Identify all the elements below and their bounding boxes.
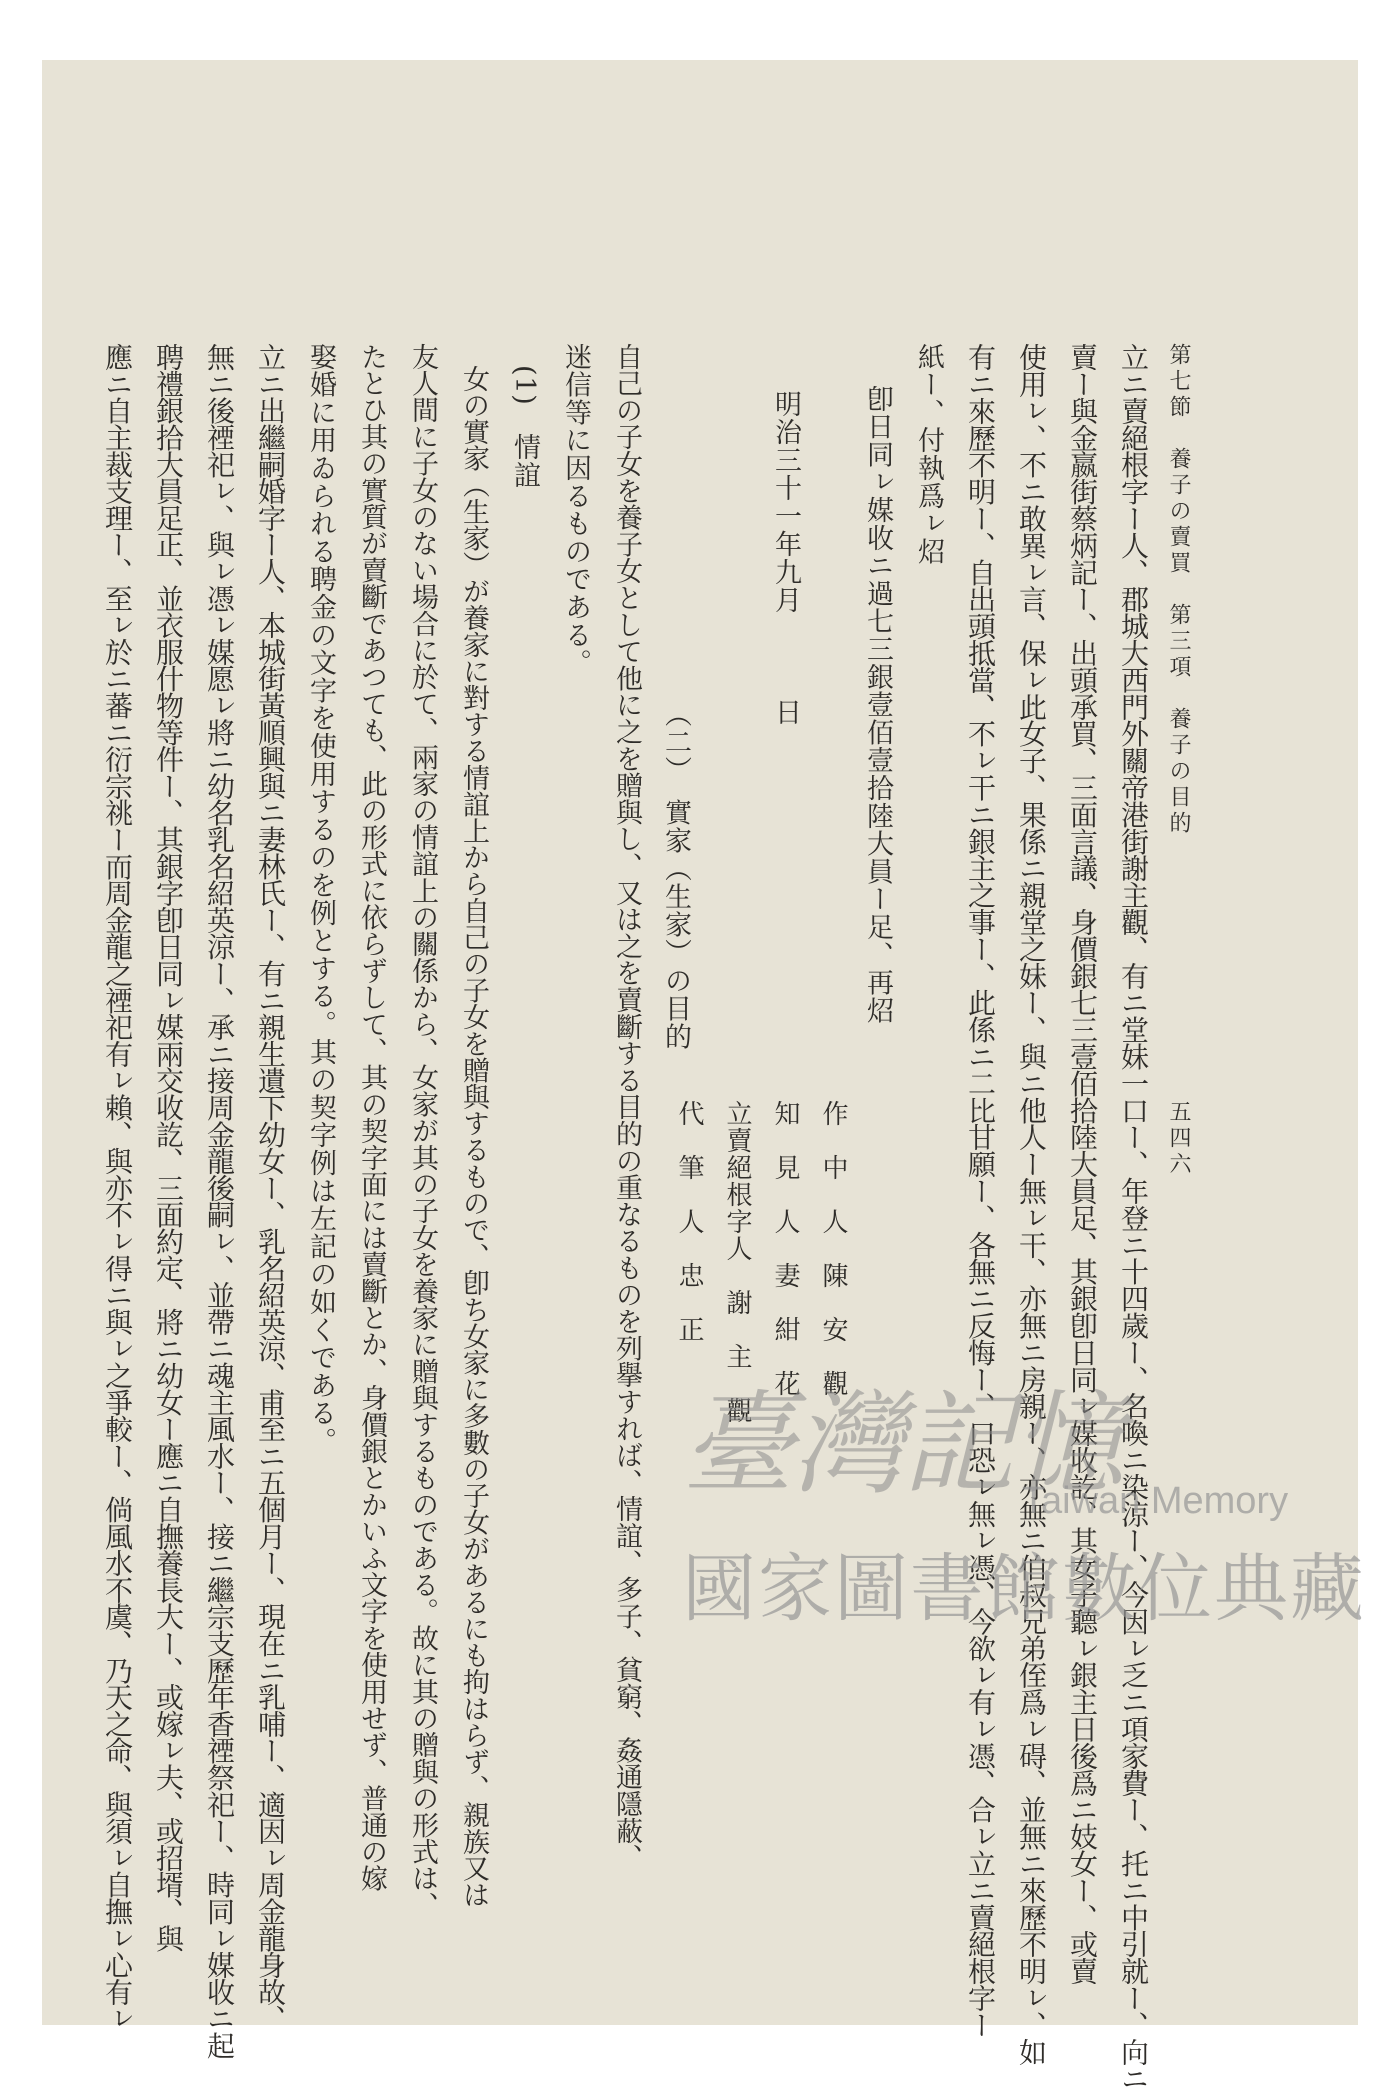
text-line: 使用ㇾ、不ニ敢異ㇾ言、保ㇾ此女子、果係ニ親堂之妹ー、與ニ他人ー無ㇾ干、亦無ニ房親ー、亦無ニ伯叔兄弟侄爲ㇾ碍、並無ニ來歷不明ㇾ、如 <box>1015 343 1048 2065</box>
text-line: 有ニ來歷不明ー、自出頭抵當、不ㇾ干ニ銀主之事ー、此係ニ二比甘願ー、各無ニ反悔ー、口恐ㇾ無ㇾ憑、今欲ㇾ有ㇾ憑、合ㇾ立ニ賣絕根字ー <box>964 343 997 2038</box>
text-line: 聘禮銀拾大員足正、並衣服什物等件ー、其銀字卽日同ㇾ媒兩交收訖、三面約定、將ニ幼女ー應ニ自撫養長大ー、或嫁ㇾ夫、或招壻、與 <box>152 343 185 1952</box>
watermark-calligraphy: 臺灣記憶 <box>682 1380 1122 1510</box>
text-line: 女の實家（生家）が養家に對する情誼上から自己の子女を贈與するもので、卽ち女家に多數の子女があるにも拘はらず、親族又は <box>458 365 489 1908</box>
watermark-library: 國家圖書館數位典藏 <box>682 1546 1366 1632</box>
text-line: 娶婚に用ゐられる聘金の文字を使用するのを例とする。其の契字例は左記の如くである。 <box>305 343 336 1455</box>
text-line: 無ニ後禋祀ㇾ、與ㇾ憑ㇾ媒愿ㇾ將ニ幼名乳名紹英涼ー、承ニ接周金龍後嗣ㇾ、並帶ニ魂主風水ー、接ニ繼宗支歷年香禋祭祀ー、時同ㇾ媒收ニ起 <box>203 343 236 2059</box>
text-line: 紙ー、付執爲ㇾ炤 <box>913 343 944 566</box>
signatory-line: 作 中 人 陳 安 觀 <box>818 1100 848 1397</box>
signatory-line: 知 見 人 妻 紺 花 <box>770 1100 800 1397</box>
subsection-heading: (1) 情誼 <box>509 365 540 490</box>
scanned-page <box>42 60 1366 2092</box>
text-line: 自己の子女を養子女として他に之を贈與し、又は之を賣斷する目的の重なるものを列擧すれば、情誼、多子、貧窮、姦通隱蔽、 <box>611 343 642 1871</box>
text-line: 友人間に子女のない場合に於て、兩家の情誼上の關係から、女家が其の子女を養家に贈與するものである。故に其の贈與の形式は、 <box>407 343 438 1919</box>
text-line: 卽日同ㇾ媒收ニ過七三銀壹佰壹拾陸大員ー足、再炤 <box>862 385 893 1025</box>
text-line: たとひ其の實質が賣斷であつても、此の形式に依らずして、其の契字面には賣斷とか、身價銀とかいふ文字を使用せず、普通の嫁 <box>356 343 387 1892</box>
signatory-line: 代 筆 人 忠 正 <box>674 1100 704 1343</box>
text-line: 賣ー與金嬴街蔡炳記ー、出頭承買、三面言議、身價銀七三壹佰拾陸大員足、其銀卽日同ㇾ媒收訖、其女子聽ㇾ銀主日後爲ニ妓女ー、或賣 <box>1066 343 1099 1984</box>
signatory-line: 立賣絕根字人 謝 主 觀 <box>722 1100 752 1424</box>
text-line: 應ニ自主裁支理ー、至ㇾ於ニ蕃ニ衍宗祧ー而周金龍之禋祀有ㇾ賴、與亦不ㇾ得ニ與ㇾ之爭較ー、倘風水不虞、乃天之命、與須ㇾ自撫ㇾ心有ㇾ <box>101 343 134 2032</box>
watermark-english: Taiwan Memory <box>1022 1480 1289 1522</box>
page-number: 五四六 <box>1166 1100 1191 1178</box>
text-line: 立ニ出繼嗣婚字ー人、本城街黃順興與ニ妻林氏ー、有ニ親生遺下幼女ー、乳名紹英涼、甫至ニ五個月ー、現在ニ乳哺ー、適因ㇾ周金龍身故、 <box>254 343 287 2032</box>
section-heading: （二） 實家（生家）の目的 <box>660 700 691 1051</box>
text-line: 迷信等に因るものである。 <box>560 343 591 677</box>
running-title: 第七節 養子の賣買 第三項 養子の目的 <box>1166 343 1191 837</box>
date-line: 明治三十一年九月 日 <box>770 390 801 726</box>
text-line: 立ニ賣絕根字ー人、郡城大西門外關帝港街謝主觀、有ニ堂妹一口ー、年登ニ十四歲ー、名喚ニ染涼ー、今因ㇾ乏ニ項家費ー、托ニ中引就ー、向ニ <box>1117 343 1150 2092</box>
